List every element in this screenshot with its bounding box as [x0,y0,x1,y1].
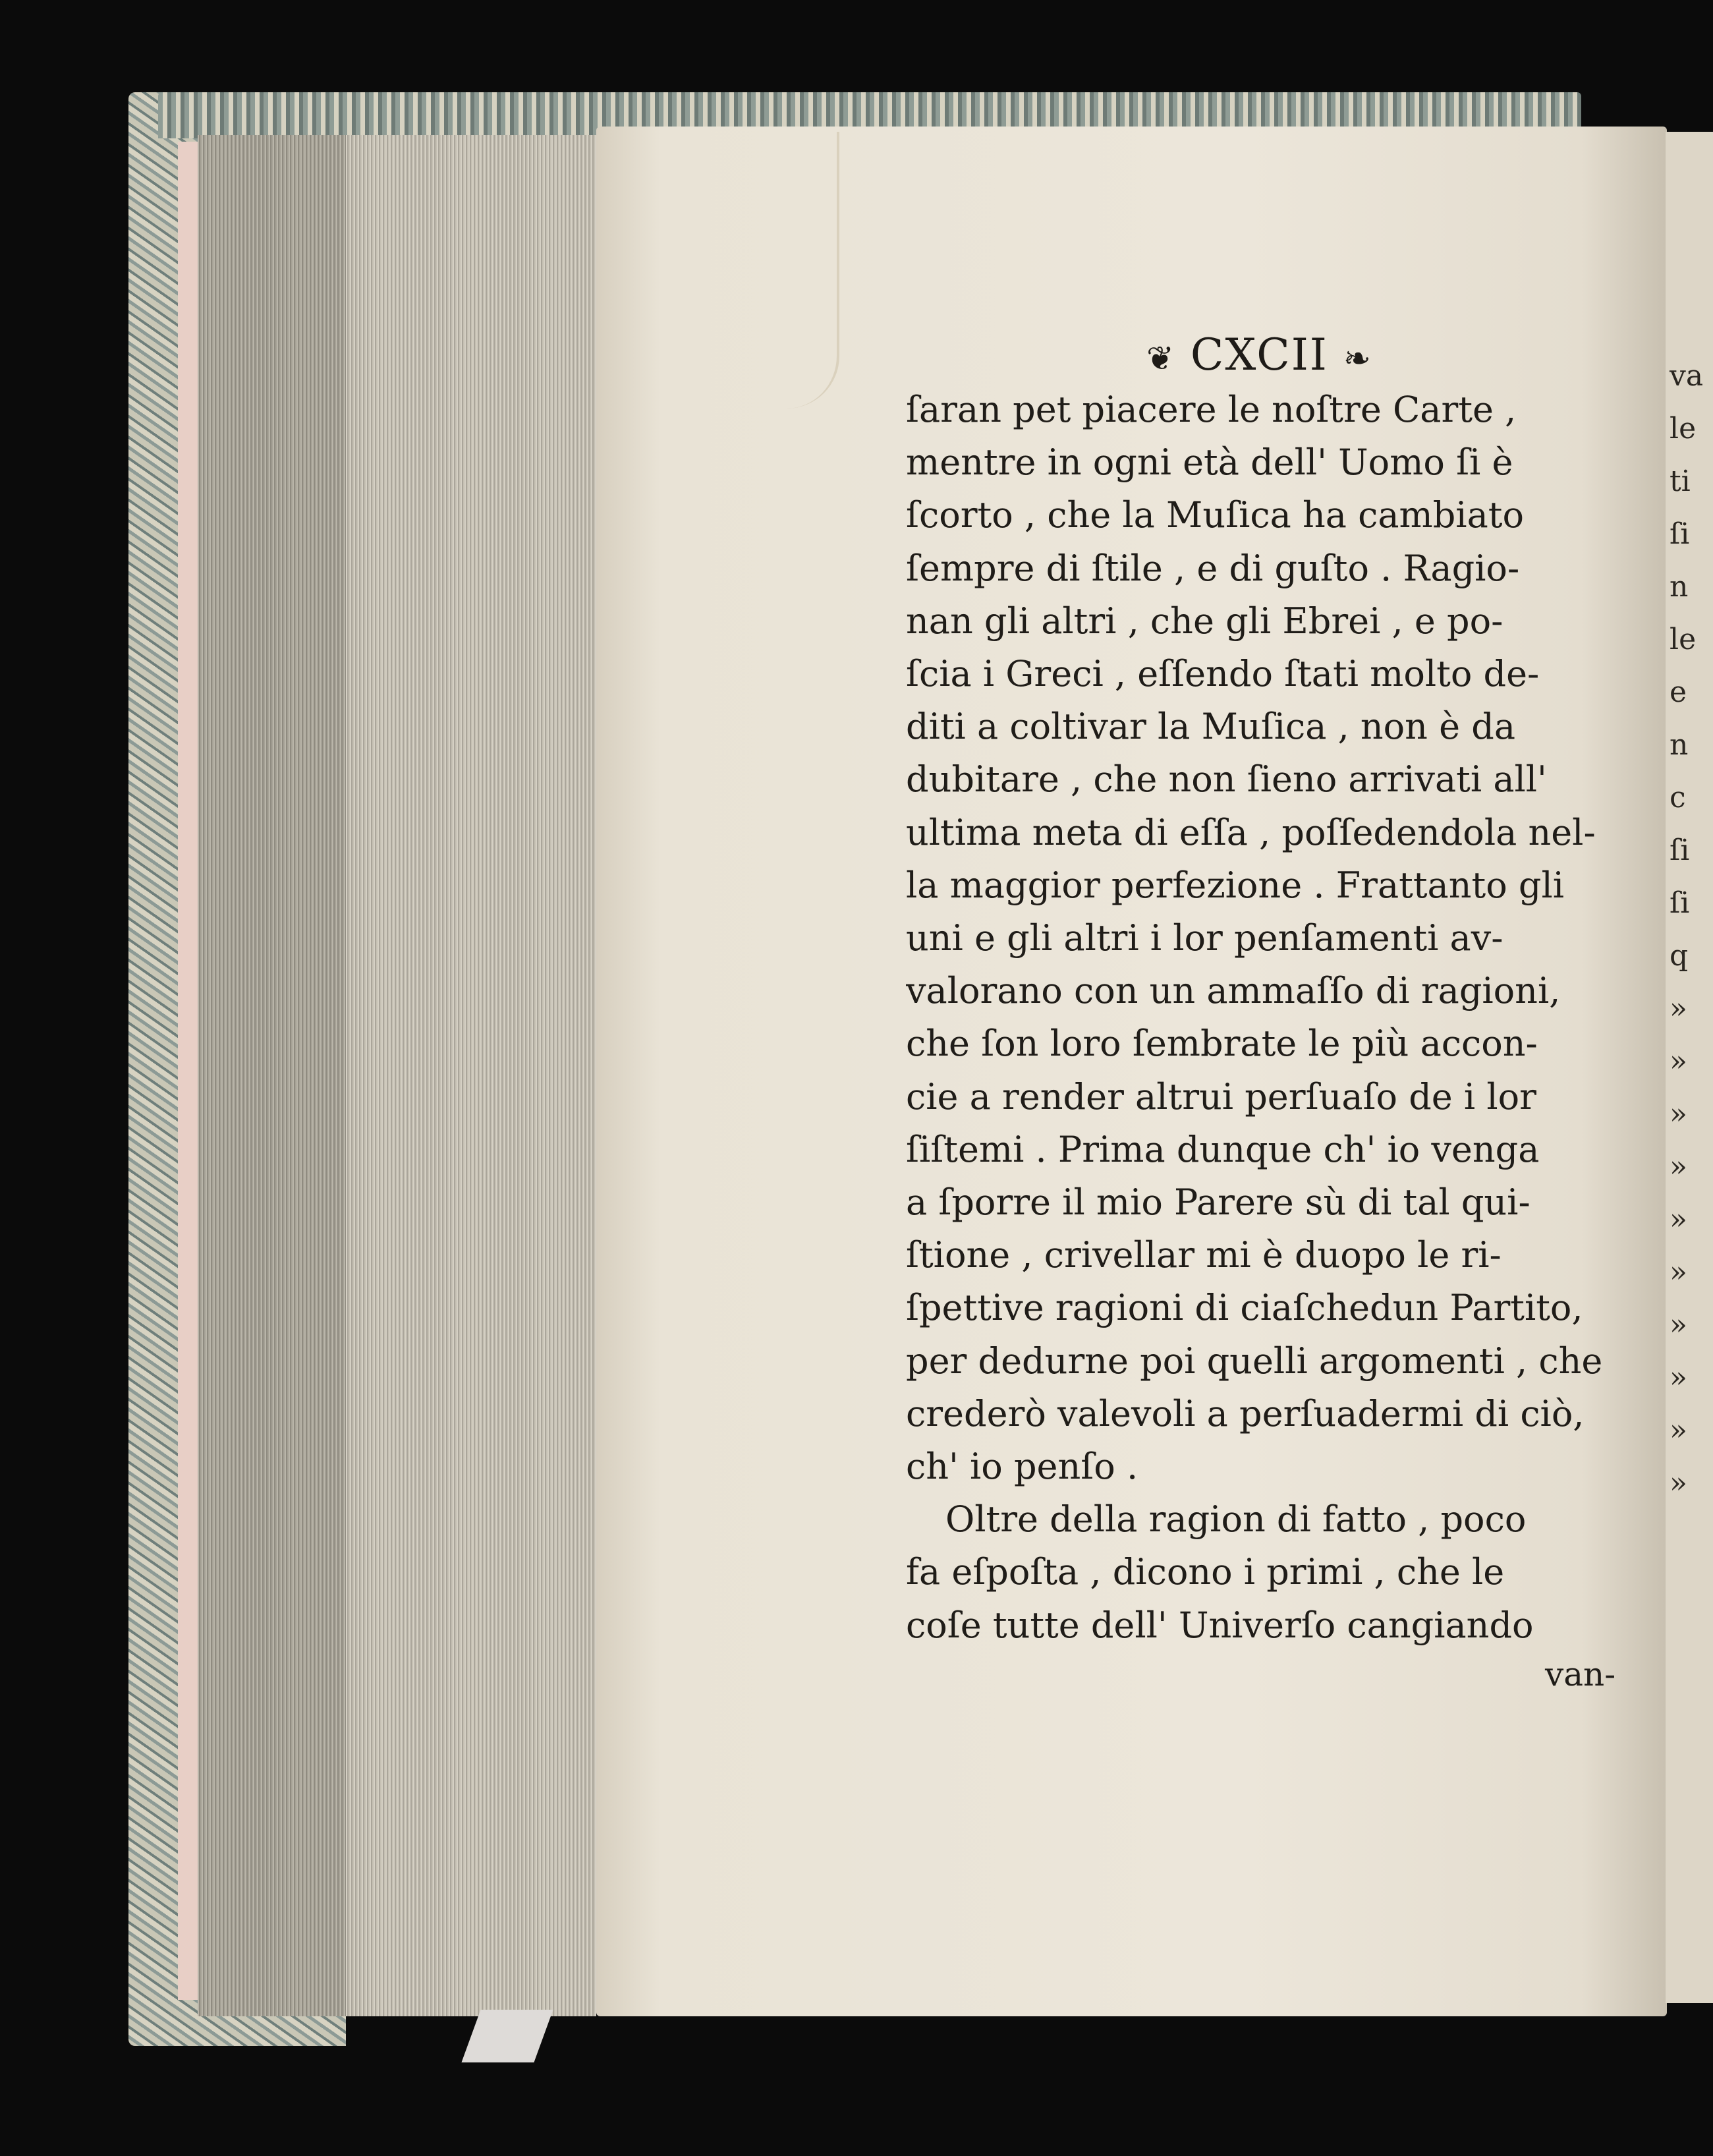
next-page-fragment: » [1670,1361,1687,1394]
text-line: diti a coltivar la Muſica , non è da [906,706,1516,748]
text-line: dubitare , che non ſieno arrivati all' [906,758,1547,801]
next-page-fragment: » [1670,1255,1687,1289]
page-number: CXCII [1190,329,1328,380]
next-page-fragment: ſi [1670,517,1690,551]
next-page-fragment: » [1670,1413,1687,1447]
text-line: la maggior perfezione . Frattanto gli [906,864,1564,906]
next-page-fragment: n [1670,728,1689,762]
text-line: crederò valevoli a perſuadermi di ciò, [906,1392,1585,1434]
text-line: ſtione , crivellar mi è duopo le ri- [906,1234,1502,1276]
text-line: nan gli altri , che gli Ebrei , e po- [906,600,1503,642]
ornament-left-icon: ❦ [1146,339,1175,378]
next-page-fragment: va [1670,359,1704,393]
text-line: mentre in ogni età dell' Uomo ſi è [906,441,1513,484]
next-page-fragment: » [1670,1150,1687,1183]
next-page-fragment: » [1670,992,1687,1025]
text-line: valorano con un ammaſſo di ragioni, [906,970,1561,1012]
body-text [906,383,1664,1652]
next-page-fragment: ti [1670,465,1691,498]
text-line: ultima meta di eſſa , poſſedendola nel- [906,811,1596,853]
text-line: ſpettive ragioni di ciaſchedun Partito, [906,1287,1583,1329]
text-line: ſcorto , che la Muſica ha cambiato [906,494,1524,536]
text-line: ſcia i Greci , eſſendo ſtati molto de- [906,653,1540,695]
next-page-fragment: c [1670,781,1686,814]
text-line: coſe tutte dell' Univerſo cangiando [906,1604,1534,1646]
running-head [1146,329,1372,380]
next-page-fragment: » [1670,1203,1687,1236]
next-page-fragment: e [1670,675,1687,709]
next-page-edge [1666,132,1713,2003]
ribbon-marker [461,2010,553,2062]
text-line: Oltre della ragion di fatto , poco [945,1498,1527,1541]
pink-endpaper-edge [178,142,198,2000]
text-line: per dedurne poi quelli argomenti , che [906,1340,1603,1382]
text-line: ſaran pet piacere le noſtre Carte , [906,389,1517,430]
text-line: cie a render altrui perſuaſo de i lor [906,1075,1536,1118]
next-page-fragment: ſi [1670,834,1690,867]
next-page-fragment: le [1670,623,1697,656]
page-block-left [198,135,346,2016]
catchword: van- [1545,1655,1616,1693]
text-line: a ſporre il mio Parere sù di tal qui- [906,1181,1530,1224]
text-line: fa eſpoſta , dicono i primi , che le [906,1551,1505,1593]
paper-stain [751,132,839,409]
next-page-fragment: » [1670,1097,1687,1131]
text-line: uni e gli altri i lor penſamenti av- [906,917,1503,959]
next-page-fragment: le [1670,412,1697,445]
text-line: che ſon loro ſembrate le più accon- [906,1023,1538,1065]
page-block-right [346,135,596,2016]
text-line: ch' io penſo . [906,1446,1138,1488]
text-line: ſiſtemi . Prima dunque ch' io venga [906,1128,1540,1170]
next-page-fragment: » [1670,1308,1687,1342]
next-page-fragment: » [1670,1466,1687,1500]
next-page-fragment: n [1670,570,1689,604]
ornament-right-icon: ❧ [1343,339,1372,378]
next-page-fragment: q [1670,939,1689,973]
next-page-fragment: ſi [1670,886,1690,920]
next-page-fragment: » [1670,1044,1687,1078]
text-line: ſempre di ſtile , e di guſto . Ragio- [906,547,1520,589]
